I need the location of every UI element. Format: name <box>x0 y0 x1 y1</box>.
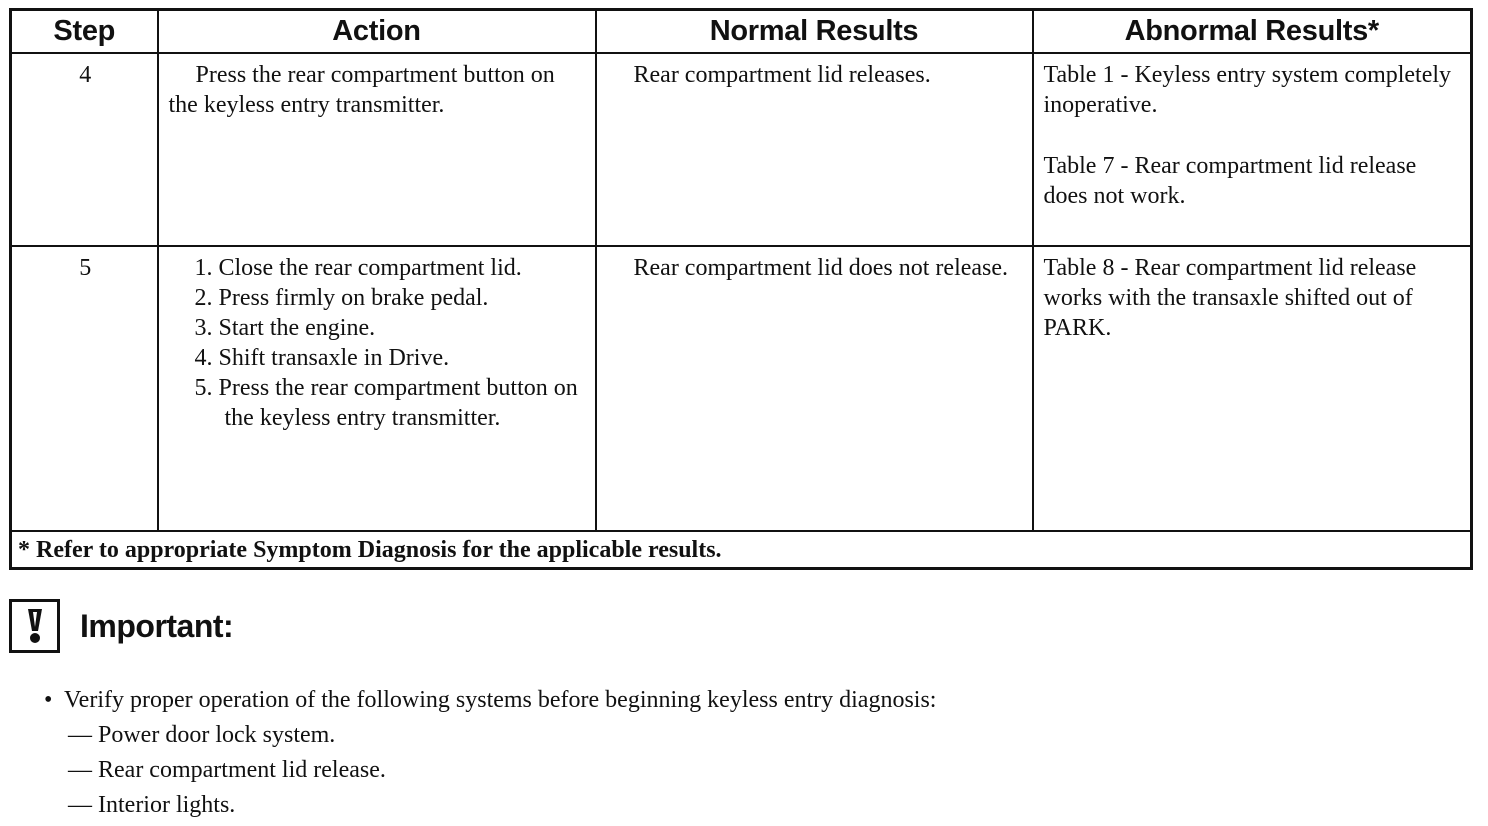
bullet-icon: • <box>44 687 53 713</box>
action-step: 2. Press firmly on brake pedal. <box>194 285 489 311</box>
table-header-row <box>11 10 1472 54</box>
header-action: Action <box>158 10 596 54</box>
abnormal-result-item: Table 7 - Rear compartment lid release does not work. <box>1043 153 1417 209</box>
action-cell <box>158 246 596 531</box>
step-number: 5 <box>11 246 158 531</box>
important-title: Important: <box>80 607 234 644</box>
action-step: 1. Close the rear compartment lid. <box>194 255 522 281</box>
table-row-step-5 <box>11 246 1472 531</box>
abnormal-result-cell <box>1033 246 1472 531</box>
action-steps-list <box>169 253 587 433</box>
exclamation-icon <box>9 599 60 653</box>
action-step: 3. Start the engine. <box>194 315 376 341</box>
abnormal-result-item: Table 8 - Rear compartment lid release works with the transaxle shifted out of PARK. <box>1043 255 1417 341</box>
list-item: — Interior lights. <box>68 792 236 818</box>
list-item: — Power door lock system. <box>68 722 336 748</box>
list-item <box>44 683 936 718</box>
important-callout <box>9 599 233 653</box>
list-item: — Rear compartment lid release. <box>68 757 386 783</box>
header-step: Step <box>11 10 158 54</box>
header-abnormal-results: Abnormal Results* <box>1033 10 1472 54</box>
action-cell: Press the rear compartment button on the keyless entry transmitter. <box>158 53 596 246</box>
diagnostic-table <box>9 8 1473 570</box>
header-normal-results: Normal Results <box>596 10 1033 54</box>
normal-result-cell: Rear compartment lid does not release. <box>596 246 1033 531</box>
important-notes <box>44 683 936 823</box>
abnormal-result-item: Table 1 - Keyless entry system completely inoperative. <box>1043 62 1452 118</box>
action-step: 5. Press the rear compartment button on the keyless entry transmitter. <box>194 375 578 431</box>
table-row-step-4 <box>11 53 1472 246</box>
table-footnote: * Refer to appropriate Symptom Diagnosis for the applicable results. <box>11 531 1472 569</box>
step-number: 4 <box>11 53 158 246</box>
normal-result-cell: Rear compartment lid releases. <box>596 53 1033 246</box>
action-step: 4. Shift transaxle in Drive. <box>194 345 450 371</box>
table-footnote-row <box>11 531 1472 569</box>
important-intro: Verify proper operation of the following systems before beginning keyless entry diagnosis: <box>64 687 937 713</box>
abnormal-result-cell <box>1033 53 1472 246</box>
